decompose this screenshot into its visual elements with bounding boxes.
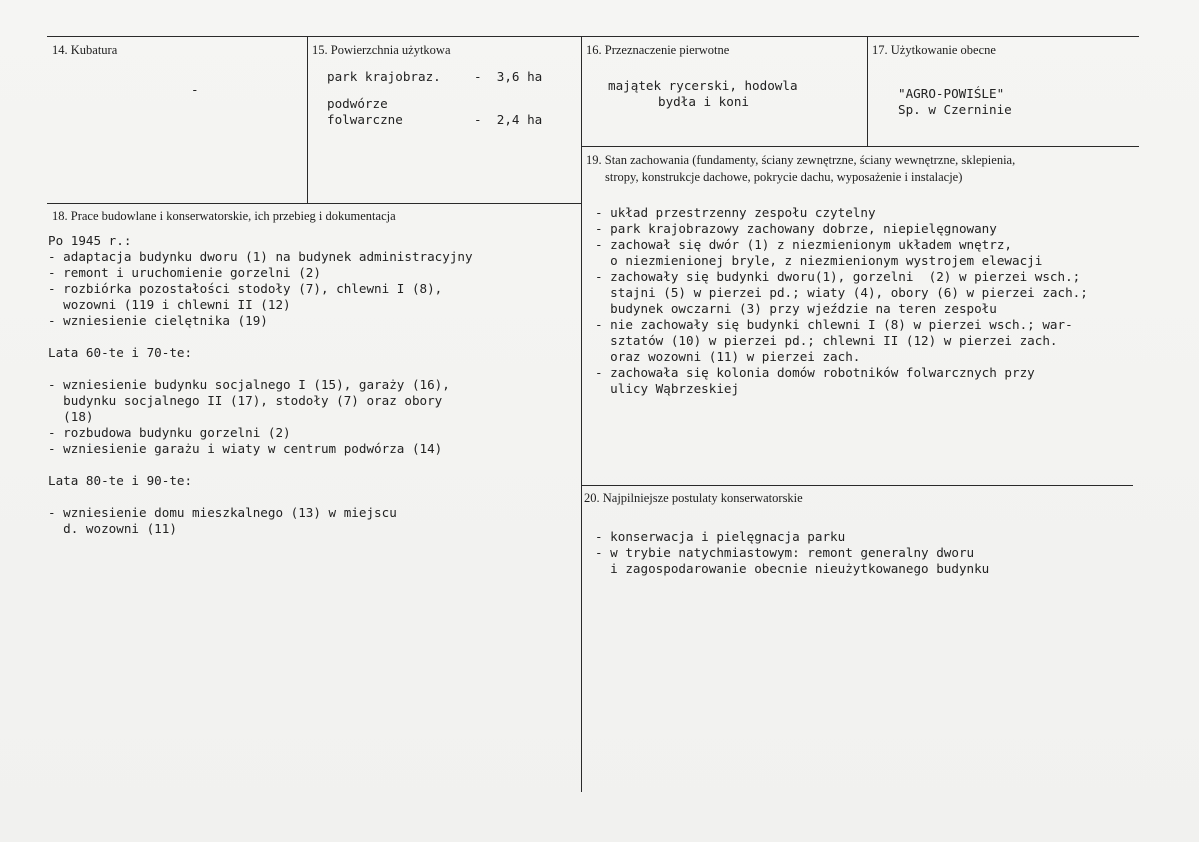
prace-line-11: budynku socjalnego II (17), stodoły (7) oraz obory bbox=[48, 393, 443, 408]
stan-zachowania-label-1: 19. Stan zachowania (fundamenty, ściany zewnętrzne, ściany wewnętrzne, sklepienia, bbox=[586, 153, 1016, 167]
stan-line-9: sztatów (10) w pierzei pd.; chlewni II (12) w pierzei zach. bbox=[595, 333, 1058, 348]
powierzchnia-label: 15. Powierzchnia użytkowa bbox=[312, 43, 451, 57]
prace-line-2: - adaptacja budynku dworu (1) na budynek administracyjny bbox=[48, 249, 473, 264]
prace-line-16: Lata 80-te i 90-te: bbox=[48, 473, 193, 488]
kubatura-value: - bbox=[191, 82, 199, 97]
stan-line-5: - zachowały się budynki dworu(1), gorzelni (2) w pierzei wsch.; bbox=[595, 269, 1081, 284]
line-above-20 bbox=[581, 485, 1133, 486]
stan-line-3: - zachował się dwór (1) z niezmienionym układem wnętrz, bbox=[595, 237, 1013, 252]
postulaty-text bbox=[595, 529, 989, 577]
stan-zachowania-text bbox=[595, 205, 1088, 397]
stan-line-4: o niezmienionej bryle, z niezmienionym wystrojem elewacji bbox=[595, 253, 1043, 268]
prace-line-3: - remont i uruchomienie gorzelni (2) bbox=[48, 265, 321, 280]
prace-line-5: wozowni (119 i chlewni II (12) bbox=[48, 297, 291, 312]
uzytkowanie-label: 17. Użytkowanie obecne bbox=[872, 43, 996, 57]
prace-line-8: Lata 60-te i 70-te: bbox=[48, 345, 193, 360]
postulaty-line-3: i zagospodarowanie obecnie nieużytkowanego budynku bbox=[595, 561, 990, 576]
powierzchnia-row-2-name: podwórze bbox=[327, 96, 388, 111]
divider-15-16 bbox=[581, 36, 582, 792]
divider-14-15 bbox=[307, 36, 308, 203]
line-above-18 bbox=[47, 203, 581, 204]
uzytkowanie-line-2: Sp. w Czerninie bbox=[898, 102, 1012, 117]
prace-budowlane-label: 18. Prace budowlane i konserwatorskie, ich przebieg i dokumentacja bbox=[52, 209, 396, 223]
postulaty-line-1: - konserwacja i pielęgnacja parku bbox=[595, 529, 846, 544]
kubatura-label: 14. Kubatura bbox=[52, 43, 118, 57]
powierzchnia-row-3-name: folwarczne bbox=[327, 112, 403, 127]
prace-line-17 bbox=[48, 489, 473, 505]
przeznaczenie-line-1: majątek rycerski, hodowla bbox=[608, 78, 798, 93]
stan-line-6: stajni (5) w pierzei pd.; wiaty (4), obory (6) w pierzei zach.; bbox=[595, 285, 1088, 300]
prace-line-6: - wzniesienie cielętnika (19) bbox=[48, 313, 268, 328]
stan-line-10: oraz wozowni (11) w pierzei zach. bbox=[595, 349, 861, 364]
prace-budowlane-text bbox=[48, 233, 473, 537]
prace-line-1: Po 1945 r.: bbox=[48, 233, 132, 248]
stan-line-2: - park krajobrazowy zachowany dobrze, niepielęgnowany bbox=[595, 221, 997, 236]
prace-line-4: - rozbiórka pozostałości stodoły (7), chlewni I (8), bbox=[48, 281, 443, 296]
divider-16-17 bbox=[867, 36, 868, 146]
prace-line-12: (18) bbox=[48, 409, 94, 424]
prace-line-19: d. wozowni (11) bbox=[48, 521, 177, 536]
prace-line-7 bbox=[48, 329, 473, 345]
stan-zachowania-label-2: stropy, konstrukcje dachowe, pokrycie dachu, wyposażenie i instalacje) bbox=[605, 170, 963, 184]
stan-line-12: ulicy Wąbrzeskiej bbox=[595, 381, 740, 396]
line-above-19 bbox=[581, 146, 1139, 147]
postulaty-label: 20. Najpilniejsze postulaty konserwatorskie bbox=[584, 491, 803, 505]
przeznaczenie-line-2: bydła i koni bbox=[658, 94, 749, 109]
prace-line-13: - rozbudowa budynku gorzelni (2) bbox=[48, 425, 291, 440]
powierzchnia-row-1-name: park krajobraz. bbox=[327, 69, 441, 84]
uzytkowanie-line-1: "AGRO-POWIŚLE" bbox=[898, 86, 1005, 101]
top-border-line bbox=[47, 36, 1139, 37]
powierzchnia-row-3-value: - 2,4 ha bbox=[474, 112, 543, 127]
prace-line-14: - wzniesienie garażu i wiaty w centrum podwórza (14) bbox=[48, 441, 443, 456]
prace-line-18: - wzniesienie domu mieszkalnego (13) w miejscu bbox=[48, 505, 397, 520]
postulaty-line-2: - w trybie natychmiastowym: remont generalny dworu bbox=[595, 545, 975, 560]
stan-line-8: - nie zachowały się budynki chlewni I (8) w pierzei wsch.; war- bbox=[595, 317, 1073, 332]
prace-line-9 bbox=[48, 361, 473, 377]
stan-line-11: - zachowała się kolonia domów robotników folwarcznych przy bbox=[595, 365, 1035, 380]
stan-line-1: - układ przestrzenny zespołu czytelny bbox=[595, 205, 876, 220]
powierzchnia-row-1-value: - 3,6 ha bbox=[474, 69, 543, 84]
prace-line-10: - wzniesienie budynku socjalnego I (15), garaży (16), bbox=[48, 377, 450, 392]
przeznaczenie-label: 16. Przeznaczenie pierwotne bbox=[586, 43, 730, 57]
stan-line-7: budynek owczarni (3) przy wjeździe na teren zespołu bbox=[595, 301, 997, 316]
prace-line-15 bbox=[48, 457, 473, 473]
